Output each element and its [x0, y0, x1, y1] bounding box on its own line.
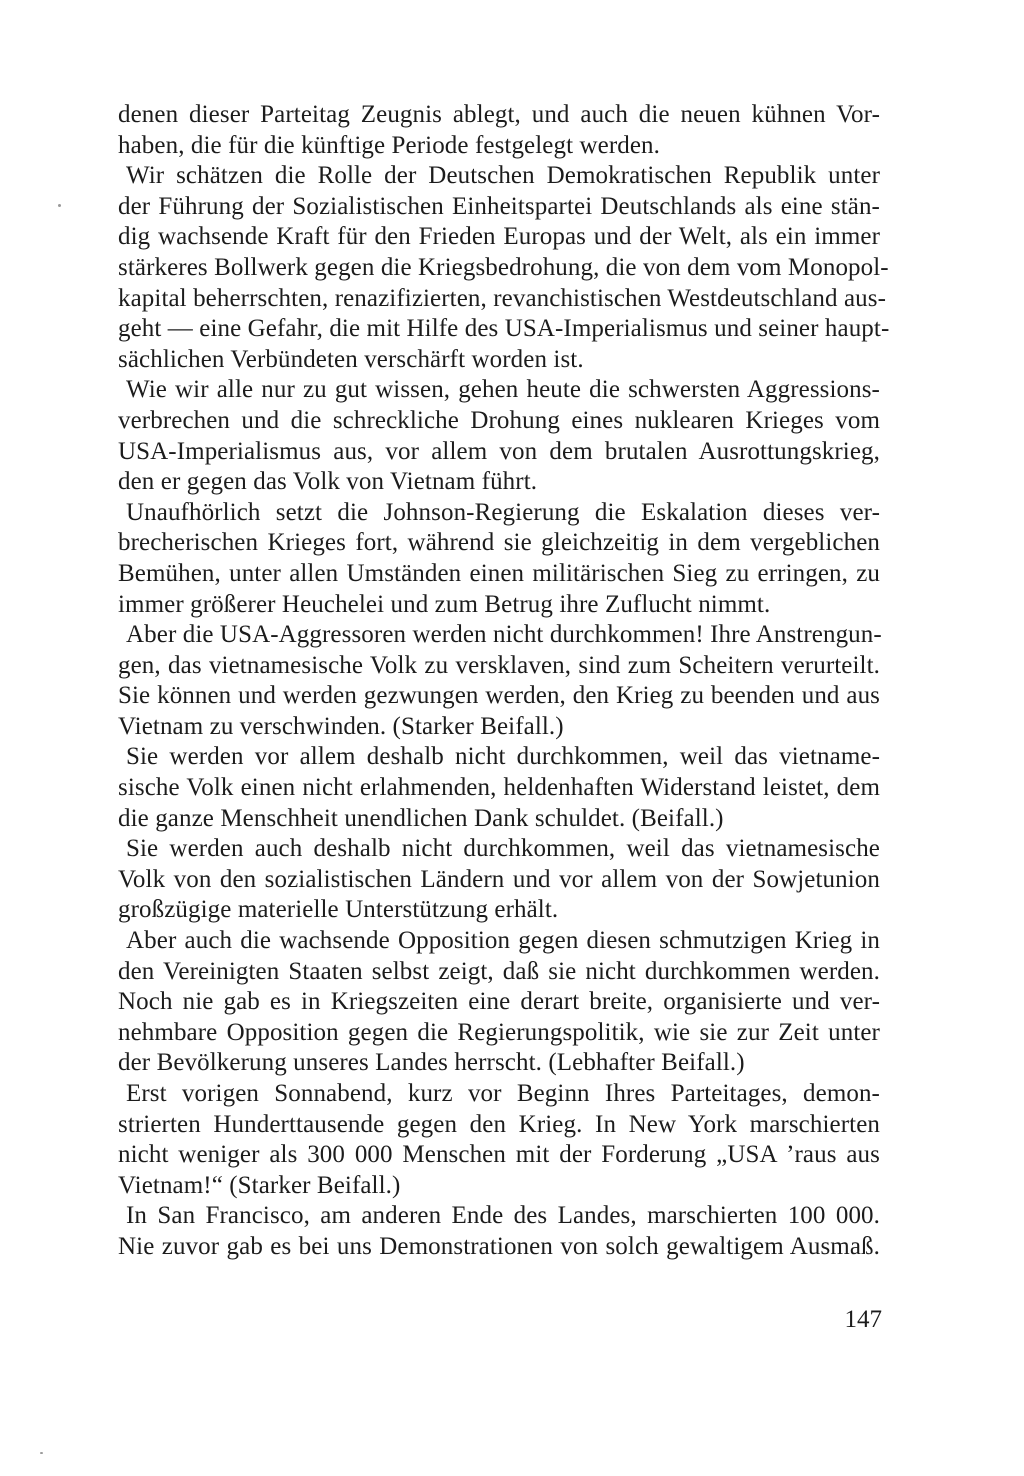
text-line: denen dieser Parteitag Zeugnis ablegt, und auch die neuen kühnen Vor- — [118, 101, 880, 128]
text-line: immer größerer Heuchelei und zum Betrug ihre Zuflucht nimmt. — [118, 590, 771, 618]
scan-speck — [58, 204, 61, 207]
scan-speck — [40, 1452, 43, 1454]
text-line: strierten Hunderttausende gegen den Krieg. In New York marschierten — [118, 1110, 880, 1138]
text-line: großzügige materielle Unterstützung erhält. — [118, 896, 559, 924]
text-line: Noch nie gab es in Kriegszeiten eine derart breite, organisierte und ver- — [118, 988, 880, 1016]
text-line: verbrechen und die schreckliche Drohung eines nuklearen Krieges vom — [118, 406, 880, 434]
body-text — [118, 100, 890, 1263]
text-line: Volk von den sozialistischen Ländern und vor allem von der Sowjetunion — [118, 865, 880, 893]
text-line: USA-Imperialismus aus, vor allem von dem brutalen Ausrottungskrieg, — [118, 437, 880, 465]
text-line: Sie werden vor allem deshalb nicht durchkommen, weil das vietname- — [126, 743, 880, 771]
text-line: Wir schätzen die Rolle der Deutschen Demokratischen Republik unter — [126, 162, 880, 190]
text-line: Aber die USA-Aggressoren werden nicht durchkommen! Ihre Anstrengun- — [126, 621, 882, 649]
text-line: Vietnam!“ (Starker Beifall.) — [118, 1171, 401, 1199]
text-line: den Vereinigten Staaten selbst zeigt, daß sie nicht durchkommen werden. — [118, 957, 880, 985]
text-line: Bemühen, unter allen Umständen einen militärischen Sieg zu erringen, zu — [118, 559, 880, 587]
text-line: Sie werden auch deshalb nicht durchkommen, weil das vietnamesische — [126, 835, 880, 863]
text-line: brecherischen Krieges fort, während sie gleichzeitig in dem vergeblichen — [118, 529, 880, 557]
text-line: dig wachsende Kraft für den Frieden Europas und der Welt, als ein immer — [118, 223, 880, 251]
text-line: Unaufhörlich setzt die Johnson-Regierung die Eskalation dieses ver- — [126, 498, 880, 526]
text-line: kapital beherrschten, renazifizierten, revanchistischen Westdeutschland aus- — [118, 284, 886, 312]
text-line: sächlichen Verbündeten verschärft worden ist. — [118, 345, 584, 373]
text-line: nicht weniger als 300 000 Menschen mit der Forderung „USA ’raus aus — [118, 1141, 880, 1169]
text-line: Vietnam zu verschwinden. (Starker Beifall.) — [118, 712, 564, 740]
text-line: Wie wir alle nur zu gut wissen, gehen heute die schwersten Aggressions- — [126, 376, 880, 404]
text-line: den er gegen das Volk von Vietnam führt. — [118, 468, 538, 496]
page-number: 147 — [844, 1306, 882, 1333]
text-line: gen, das vietnamesische Volk zu versklaven, sind zum Scheitern verurteilt. — [118, 651, 880, 679]
text-line: der Führung der Sozialistischen Einheitspartei Deutschlands als eine stän- — [118, 192, 880, 220]
text-line: sische Volk einen nicht erlahmenden, heldenhaften Widerstand leistet, dem — [118, 774, 880, 802]
text-line: Nie zuvor gab es bei uns Demonstrationen von solch gewaltigem Ausmaß. — [118, 1232, 880, 1260]
text-line: stärkeres Bollwerk gegen die Kriegsbedrohung, die von dem vom Monopol- — [118, 253, 889, 281]
text-line: nehmbare Opposition gegen die Regierungspolitik, wie sie zur Zeit unter — [118, 1018, 880, 1046]
text-line: In San Francisco, am anderen Ende des Landes, marschierten 100 000. — [126, 1202, 880, 1230]
text-line: der Bevölkerung unseres Landes herrscht. (Lebhafter Beifall.) — [118, 1049, 745, 1077]
text-line: die ganze Menschheit unendlichen Dank schuldet. (Beifall.) — [118, 804, 724, 832]
text-line: Aber auch die wachsende Opposition gegen diesen schmutzigen Krieg in — [126, 927, 880, 955]
text-line: geht — eine Gefahr, die mit Hilfe des USA-Imperialismus und seiner haupt- — [118, 315, 890, 343]
text-line: Erst vorigen Sonnabend, kurz vor Beginn Ihres Parteitages, demon- — [126, 1080, 880, 1107]
text-line: haben, die für die künftige Periode festgelegt werden. — [118, 131, 661, 159]
text-line: Sie können und werden gezwungen werden, den Krieg zu beenden und aus — [118, 682, 880, 710]
